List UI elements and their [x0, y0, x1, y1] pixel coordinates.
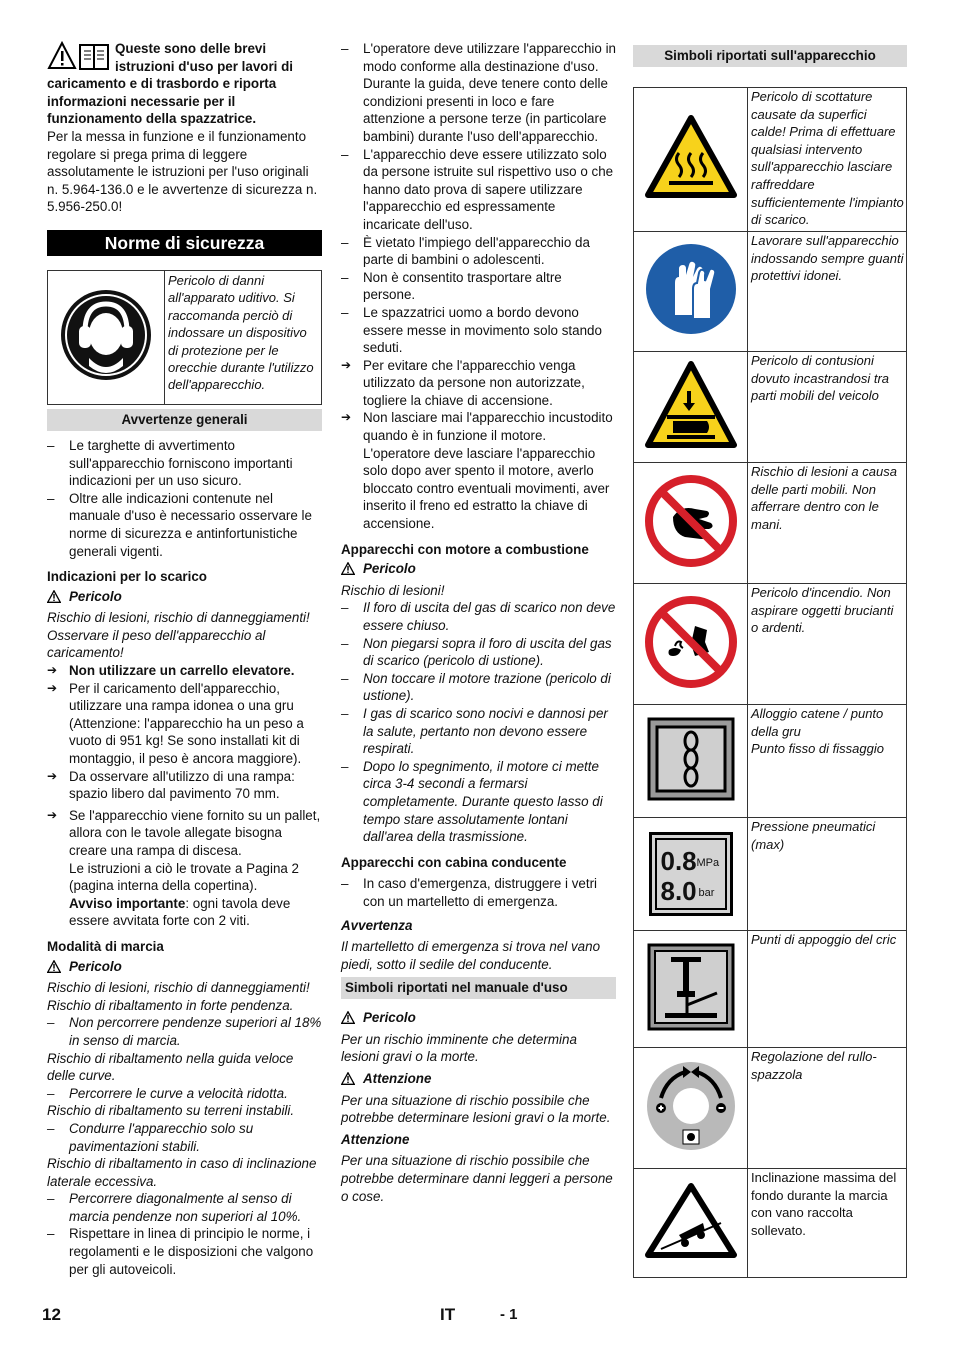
- cab-title: Apparecchi con cabina conducente: [341, 854, 567, 870]
- unload-title: Indicazioni per lo scarico: [47, 569, 207, 585]
- list-item: – I gas di scarico sono nocivi e dannosi per la salute, pertanto non devono essere respirati.: [341, 705, 616, 758]
- symbol-description: Pericolo di contusioni dovuto incastrandosi tra parti mobili del veicolo: [751, 353, 890, 404]
- drive-risk: Rischio di ribaltamento in caso di inclinazione laterale eccessiva.: [47, 1156, 317, 1189]
- list-item: ➔ Se l'apparecchio viene fornito su un pallet, allora con le tavole allegate bisogna creare una rampa di discesa.: [47, 807, 322, 860]
- list-item: – Dopo lo spegnimento, il motore ci mette circa 3-4 secondi a fermarsi completamente. Durante questo lasso di tempo stare assolutamente lontani dall'area della trasmissione.: [341, 758, 616, 846]
- list-item: – Rispettare in linea di principio le norme, i regolamenti e le disposizioni che valgono per gli autoveicoli.: [47, 1225, 322, 1278]
- drive-risk: Rischio di ribaltamento in forte pendenza.: [47, 997, 294, 1013]
- section-number: - 1: [500, 1306, 518, 1323]
- list-item: – Non toccare il motore trazione (pericolo di ustione).: [341, 670, 616, 705]
- danger-heading: Pericolo: [341, 560, 616, 578]
- intro-bold: Queste sono delle brevi istruzioni d'uso per lavori di caricamento e di trasbordo e riporta informazioni necessarie per il funzionamento della spazzatrice.: [47, 41, 294, 127]
- drive-risk: Rischio di ribaltamento nella guida veloce delle curve.: [47, 1050, 294, 1084]
- list-item: – In caso d'emergenza, distruggere i vetri con un martelletto di emergenza.: [341, 875, 616, 910]
- attention-heading-plain: Attenzione: [341, 1131, 410, 1147]
- symbol-description: Alloggio catene / punto della gru Punto fisso di fissaggio: [751, 706, 884, 757]
- advice-heading: Avvertenza: [341, 917, 413, 933]
- symbol-description: Pericolo di scottature causate da superfici calde! Prima di effettuare qualsiasi intervento sull'apparecchio lasciare raffreddare sufficientemente l'impianto di scarico.: [751, 89, 904, 228]
- list-item: – Le spazzatrici uomo a bordo devono essere messe in movimento solo stando seduti.: [341, 304, 616, 357]
- list-item: – Percorrere diagonalmente al senso di marcia pendenze non superiori al 10%.: [47, 1190, 322, 1225]
- list-item: – Non è consentito trasportare altre persone.: [341, 269, 616, 304]
- roller-brush-adjust-icon: [645, 1060, 737, 1157]
- symbol-description: Pressione pneumatici (max): [751, 819, 876, 852]
- danger-heading: Pericolo: [47, 588, 322, 606]
- unload-continuation: Le istruzioni a ciò le trovate a Pagina 2 (pagina interna della copertina).: [69, 860, 300, 894]
- list-item: ➔ Per il caricamento dell'apparecchio, utilizzare una rampa idonea o una gru (Attenzione: l'apparecchio ha un peso a vuoto di 951 kg! Se sono installati kit di montaggio, il peso è ancora maggiore).: [47, 680, 322, 768]
- list-item: – Condurre l'apparecchio solo su pavimentazioni stabili.: [47, 1120, 322, 1155]
- list-item: ➔ Non lasciare mai l'apparecchio incustodito quando è in funzione il motore. L'operatore deve lasciare l'apparecchio solo dopo aver spento il motore, averlo bloccato contro eventuali movimenti, aver inserito il freno ed estratto la chiave di accensione.: [341, 409, 616, 532]
- attention-text-plain: Per una situazione di rischio possibile che potrebbe determinare danni leggeri a persone o cose.: [341, 1153, 613, 1204]
- table-row: [634, 88, 906, 231]
- crush-hazard-icon: [645, 361, 737, 454]
- list-item: – Le targhette di avvertimento sull'apparecchio forniscono importanti indicazioni per un uso sicuro.: [47, 437, 322, 490]
- table-row: [634, 817, 906, 930]
- general-warnings-title: Avvertenze generali: [47, 409, 322, 431]
- list-item: – Non percorrere pendenze superiori al 18% in senso di marcia.: [47, 1014, 322, 1049]
- table-row: [634, 930, 906, 1047]
- right-column: [633, 40, 907, 1278]
- symbol-description: Lavorare sull'apparecchio indossando sempre guanti protettivi idonei.: [751, 233, 904, 284]
- middle-column: [341, 40, 616, 1205]
- list-item: – Non piegarsi sopra il foro di uscita del gas di scarico (pericolo di ustione).: [341, 635, 616, 670]
- table-row: [634, 1047, 906, 1168]
- symbol-description: Inclinazione massima del fondo durante la marcia con vano raccolta sollevato.: [751, 1170, 897, 1238]
- tyre-pressure-icon: 0.8 MPa 8.0 bar: [649, 832, 733, 916]
- chain-anchor-icon: [647, 717, 735, 806]
- list-item: – L'operatore deve utilizzare l'apparecchio in modo conforme alla destinazione d'uso. Durante la guida, deve tenere conto delle condizioni presenti in loco e fare attenzione a persone terze (in particolare bambini) durante l'uso dell'apparecchio.: [341, 40, 616, 146]
- danger-heading: Pericolo: [341, 1009, 616, 1027]
- intro-text: Per la messa in funzione e il funzionamento regolare si prega prima di leggere assolutamente le istruzioni per l'uso originali n. 5.964-136.0 e le avvertenze di sicurezza n. 5.956-250.0!: [47, 128, 318, 215]
- device-symbols-title: Simboli riportati sull'apparecchio: [633, 45, 907, 67]
- danger-text: Per un rischio imminente che determina lesioni gravi o la morte.: [341, 1031, 577, 1065]
- safety-banner: Norme di sicurezza: [47, 230, 322, 256]
- table-row: [634, 583, 906, 704]
- list-item: ➔ Per evitare che l'apparecchio venga utilizzato da persone non autorizzate, togliere la chiave di accensione.: [341, 357, 616, 410]
- symbols-table: [633, 87, 907, 1278]
- intro-block: [47, 40, 322, 216]
- table-row: [634, 704, 906, 817]
- drive-mode-title: Modalità di marcia: [47, 938, 164, 954]
- list-item: – Il foro di uscita del gas di scarico non deve essere chiuso.: [341, 599, 616, 634]
- list-item: ➔ Non utilizzare un carrello elevatore.: [47, 662, 322, 680]
- page-number: 12: [42, 1305, 61, 1324]
- list-item: – È vietato l'impiego dell'apparecchio da parte di bambini o adolescenti.: [341, 234, 616, 269]
- hearing-protection-box: [47, 270, 322, 405]
- no-hands-icon: [645, 475, 737, 572]
- table-row: [634, 462, 906, 583]
- engine-risk: Rischio di lesioni!: [341, 582, 445, 598]
- gloves-icon: [645, 243, 737, 340]
- warning-manual-icons: [47, 40, 111, 72]
- max-slope-icon: [645, 1183, 737, 1264]
- list-item: ➔ Da osservare all'utilizzo di una rampa: spazio libero dal pavimento 70 mm.: [47, 768, 322, 803]
- symbol-description: Rischio di lesioni a causa delle parti mobili. Non afferrare dentro con le mani.: [751, 464, 897, 532]
- table-row: [634, 351, 906, 462]
- danger-heading: Pericolo: [47, 958, 322, 976]
- symbol-description: Pericolo d'incendio. Non aspirare oggetti brucianti o ardenti.: [751, 585, 894, 636]
- list-item: – Oltre alle indicazioni contenute nel manuale d'uso è necessario osservare le norme di sicurezza e antinfortunistiche generali vigenti.: [47, 490, 322, 560]
- no-burning-objects-icon: [645, 596, 737, 693]
- attention-text: Per una situazione di rischio possibile che potrebbe determinare lesioni gravi o la morte.: [341, 1092, 611, 1126]
- advice-text: Il martelletto di emergenza si trova nel vano piedi, sotto il sedile del conducente.: [341, 939, 601, 972]
- language-code: IT: [440, 1305, 456, 1324]
- attention-heading: Attenzione: [341, 1070, 616, 1088]
- drive-risk: Rischio di lesioni, rischio di danneggiamenti!: [47, 980, 310, 996]
- engine-title: Apparecchi con motore a combustione: [341, 541, 589, 557]
- symbol-description: Punti di appoggio del cric: [751, 932, 897, 947]
- unload-risk: Rischio di lesioni, rischio di danneggiamenti! Osservare il peso dell'apparecchio al caricamento!: [47, 610, 310, 661]
- symbol-description: Regolazione del rullo-spazzola: [751, 1049, 877, 1082]
- list-item: – L'apparecchio deve essere utilizzato solo da persone istruite sul rispettivo uso o che hanno dato prova di sapere utilizzare l'apparecchio ed espressamente incaricate dell'uso.: [341, 146, 616, 234]
- manual-symbols-title: Simboli riportati nel manuale d'uso: [341, 977, 616, 999]
- drive-risk: Rischio di ribaltamento su terreni instabili.: [47, 1103, 295, 1119]
- hearing-protection-text: Pericolo di danni all'apparato uditivo. Si raccomanda perciò di indossare un dispositivo di protezione per le orecchie durante l'utilizzo dell'apparecchio.: [168, 272, 314, 393]
- hot-surface-icon: [645, 115, 737, 204]
- list-item: – Percorrere le curve a velocità ridotta.: [47, 1085, 322, 1103]
- important-notice: Avviso importante: ogni tavola deve essere avvitata forte con 2 viti.: [69, 895, 291, 929]
- table-row: [634, 1168, 906, 1277]
- jack-points-icon: [647, 943, 735, 1036]
- left-column: [47, 40, 322, 1278]
- table-row: [634, 231, 906, 351]
- ear-protection-icon: [59, 288, 153, 387]
